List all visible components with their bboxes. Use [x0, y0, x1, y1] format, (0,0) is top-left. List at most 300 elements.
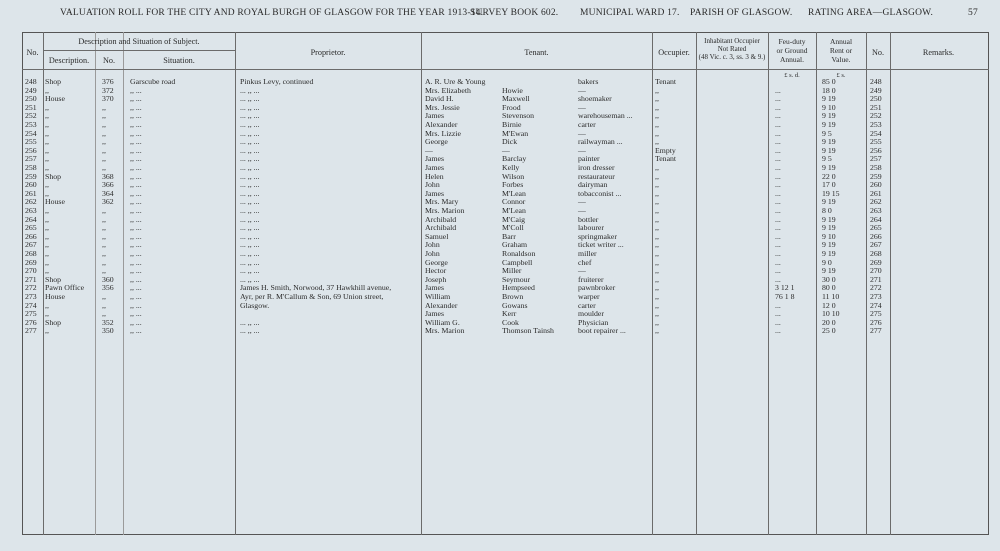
rating-area: RATING AREA—GLASGOW. [808, 8, 934, 18]
entry-tenant-first-name: James [425, 283, 445, 293]
entry-street-number: ,, [102, 128, 106, 138]
entry-situation: ,, ... [130, 180, 142, 190]
entry-street-number: ,, [102, 240, 106, 250]
entry-proprietor: ... ,, ... [240, 137, 260, 147]
entry-tenant-first-name: Samuel [425, 231, 449, 241]
entry-number-right: 277 [870, 326, 882, 336]
entry-street-number: ,, [102, 266, 106, 276]
entry-occupier: ,, [655, 214, 659, 224]
entry-occupier: ,, [655, 274, 659, 284]
entry-tenant-occupation: carter [578, 120, 596, 129]
entry-occupier: ,, [655, 283, 659, 293]
entry-proprietor: ... ,, ... [240, 266, 260, 276]
entry-description: Shop [45, 317, 62, 327]
table-row [0, 121, 1000, 130]
entry-number: 275 [25, 309, 37, 319]
entry-tenant-first-name: Archibald [425, 214, 457, 224]
entry-feu-duty: ... [775, 85, 781, 95]
table-row [0, 267, 1000, 276]
entry-tenant-surname: M'Lean [502, 188, 526, 198]
entry-occupier: ,, [655, 206, 659, 215]
entry-occupier: ,, [655, 223, 659, 233]
entry-proprietor: ... ,, ... [240, 231, 260, 241]
header-subrule [43, 50, 235, 51]
entry-tenant-first-name: Mrs. Jessie [425, 102, 460, 112]
entry-number-right: 255 [870, 137, 882, 147]
entry-tenant-surname: Hempseed [502, 283, 535, 293]
entry-number-right: 248 [870, 77, 882, 86]
entry-annual-rent: 9 19 [822, 137, 836, 147]
table-row [0, 181, 1000, 190]
entry-number: 268 [25, 249, 37, 258]
entry-street-number: ,, [102, 206, 106, 215]
entry-number: 252 [25, 111, 37, 121]
table-row [0, 216, 1000, 225]
entry-tenant-first-name: Joseph [425, 274, 447, 284]
entry-street-number: ,, [102, 163, 106, 172]
entry-description: ,, [45, 180, 49, 190]
entry-proprietor: ... ,, ... [240, 94, 260, 104]
table-row [0, 293, 1000, 302]
entry-number: 272 [25, 283, 37, 293]
entry-street-number: 370 [102, 94, 114, 104]
header-bottom-rule [22, 69, 989, 70]
entry-description: House [45, 94, 65, 104]
entry-number-right: 260 [870, 180, 882, 190]
entry-description: Shop [45, 77, 62, 86]
entry-tenant-occupation: bakers [578, 77, 599, 86]
table-row [0, 241, 1000, 250]
entry-occupier: ,, [655, 257, 659, 267]
table-row [0, 95, 1000, 104]
entry-description: Shop [45, 171, 62, 181]
entry-occupier: ,, [655, 171, 659, 181]
col-header-proprietor: Proprietor. [310, 48, 346, 57]
table-row [0, 104, 1000, 113]
entry-occupier: ,, [655, 180, 659, 190]
col-header-annual-rent: Annual Rent or Value. [829, 37, 853, 64]
entry-annual-rent: 12 0 [822, 300, 836, 310]
table-row [0, 147, 1000, 156]
entry-street-number: ,, [102, 214, 106, 224]
entry-annual-rent: 9 19 [822, 111, 836, 121]
col-header-no: No. [26, 48, 39, 57]
entry-feu-duty: 76 1 8 [775, 292, 795, 301]
entry-feu-duty: 3 12 1 [775, 283, 795, 293]
roll-title: VALUATION ROLL FOR THE CITY AND ROYAL BURGH OF GLASGOW FOR THE YEAR 1913-14. [60, 8, 484, 18]
entry-annual-rent: 18 0 [822, 85, 836, 95]
entry-description: House [45, 197, 65, 207]
entry-tenant-first-name: James [425, 163, 445, 172]
entry-tenant-surname: Forbes [502, 180, 524, 190]
entry-occupier: ,, [655, 188, 659, 198]
entry-situation: ,, ... [130, 309, 142, 319]
entry-annual-rent: 25 0 [822, 326, 836, 336]
table-row [0, 327, 1000, 336]
entry-number: 249 [25, 85, 37, 95]
entry-tenant-occupation: restaurateur [578, 171, 615, 181]
entry-description: ,, [45, 145, 49, 155]
entry-number-right: 249 [870, 85, 882, 95]
entry-situation: ,, ... [130, 120, 142, 129]
entry-occupier: ,, [655, 137, 659, 147]
entry-situation: ,, ... [130, 85, 142, 95]
entry-feu-duty: ... [775, 128, 781, 138]
entry-proprietor: Ayr, per R. M'Callum & Son, 69 Union street, [240, 292, 384, 301]
entry-number: 274 [25, 300, 37, 310]
entry-tenant-occupation: shoemaker [578, 94, 612, 104]
entry-tenant-occupation: chef [578, 257, 592, 267]
entry-feu-duty: ... [775, 206, 781, 215]
entry-proprietor: ... ,, ... [240, 171, 260, 181]
table-row [0, 78, 1000, 87]
entry-situation: ,, ... [130, 326, 142, 336]
entry-description: ,, [45, 300, 49, 310]
entry-tenant-occupation: bottler [578, 214, 599, 224]
entry-description: ,, [45, 120, 49, 129]
entry-number: 250 [25, 94, 37, 104]
entry-number-right: 272 [870, 283, 882, 293]
table-row [0, 276, 1000, 285]
entry-number: 267 [25, 240, 37, 250]
feu-units: £ s. d. [784, 72, 800, 79]
entry-proprietor: ... ,, ... [240, 317, 260, 327]
entry-tenant-occupation: dairyman [578, 180, 608, 190]
entry-situation: ,, ... [130, 111, 142, 121]
entry-number-right: 259 [870, 171, 882, 181]
entry-tenant-surname: — [502, 145, 510, 155]
entry-proprietor: ... ,, ... [240, 206, 260, 215]
entry-proprietor: James H. Smith, Norwood, 37 Hawkhill avenue, [240, 283, 392, 293]
entry-number: 271 [25, 274, 37, 284]
entry-annual-rent: 9 19 [822, 249, 836, 258]
entry-proprietor: ... ,, ... [240, 274, 260, 284]
entry-number: 264 [25, 214, 37, 224]
entry-annual-rent: 85 0 [822, 77, 836, 86]
entry-tenant-surname: Seymour [502, 274, 531, 284]
entry-feu-duty: ... [775, 274, 781, 284]
entry-annual-rent: 17 0 [822, 180, 836, 190]
entry-tenant-surname: Barr [502, 231, 516, 241]
col-header-number: No. [102, 56, 116, 65]
entry-street-number: 362 [102, 197, 114, 207]
entry-situation: ,, ... [130, 154, 142, 164]
entry-street-number: ,, [102, 120, 106, 129]
entry-annual-rent: 22 0 [822, 171, 836, 181]
entry-tenant-occupation: miller [578, 249, 597, 258]
entry-number: 253 [25, 120, 37, 129]
entry-annual-rent: 11 10 [822, 292, 840, 301]
entry-number-right: 268 [870, 249, 882, 258]
entry-number-right: 274 [870, 300, 882, 310]
entry-description: Pawn Office [45, 283, 85, 293]
entry-number-right: 252 [870, 111, 882, 121]
entry-tenant-surname: Stevenson [502, 111, 535, 121]
entry-situation: ,, ... [130, 223, 142, 233]
entry-annual-rent: 9 10 [822, 231, 836, 241]
entry-feu-duty: ... [775, 180, 781, 190]
entry-feu-duty: ... [775, 137, 781, 147]
entry-street-number: ,, [102, 102, 106, 112]
entry-tenant-surname: Connor [502, 197, 526, 207]
entry-feu-duty: ... [775, 188, 781, 198]
entry-occupier: Empty [655, 145, 676, 155]
entry-tenant-occupation: — [578, 128, 586, 138]
entry-description: ,, [45, 231, 49, 241]
entry-number-right: 258 [870, 163, 882, 172]
entry-description: ,, [45, 249, 49, 258]
entry-number: 258 [25, 163, 37, 172]
entry-description: ,, [45, 85, 49, 95]
entry-situation: ,, ... [130, 266, 142, 276]
entry-tenant-first-name: James [425, 111, 445, 121]
entry-number: 257 [25, 154, 37, 164]
entry-number-right: 263 [870, 206, 882, 215]
entry-tenant-first-name: Mrs. Marion [425, 326, 465, 336]
entry-tenant-occupation: tobacconist ... [578, 188, 622, 198]
entry-tenant-occupation: — [578, 206, 586, 215]
entry-tenant-occupation: pawnbroker [578, 283, 616, 293]
entry-feu-duty: ... [775, 171, 781, 181]
entry-situation: ,, ... [130, 197, 142, 207]
entry-description: ,, [45, 206, 49, 215]
entry-street-number: ,, [102, 249, 106, 258]
entry-number-right: 250 [870, 94, 882, 104]
entry-situation: ,, ... [130, 240, 142, 250]
entry-tenant-occupation: fruiterer [578, 274, 604, 284]
entry-tenant-surname: Cook [502, 317, 519, 327]
entry-tenant-first-name: George [425, 257, 448, 267]
entry-feu-duty: ... [775, 309, 781, 319]
entry-situation: ,, ... [130, 317, 142, 327]
entry-annual-rent: 9 19 [822, 266, 836, 276]
entry-tenant-surname: M'Coll [502, 223, 524, 233]
entry-street-number: ,, [102, 300, 106, 310]
entry-situation: ,, ... [130, 249, 142, 258]
table-row [0, 310, 1000, 319]
entry-annual-rent: 9 19 [822, 240, 836, 250]
entry-number: 270 [25, 266, 37, 276]
entry-annual-rent: 9 5 [822, 154, 832, 164]
entry-annual-rent: 30 0 [822, 274, 836, 284]
entry-street-number: ,, [102, 137, 106, 147]
entry-annual-rent: 10 10 [822, 309, 840, 319]
entry-tenant-surname: Miller [502, 266, 522, 276]
entry-number: 256 [25, 145, 37, 155]
col-header-situation: Situation. [163, 56, 195, 65]
page-number: 57 [968, 8, 978, 18]
entry-tenant-first-name: John [425, 240, 440, 250]
entry-number-right: 256 [870, 145, 882, 155]
entry-number: 269 [25, 257, 37, 267]
entry-feu-duty: ... [775, 120, 781, 129]
entry-tenant-occupation: railwayman ... [578, 137, 623, 147]
entry-tenant-occupation: painter [578, 154, 600, 164]
entry-street-number: 372 [102, 85, 114, 95]
entry-situation: ,, ... [130, 102, 142, 112]
entry-tenant-first-name: Hector [425, 266, 447, 276]
entry-number-right: 261 [870, 188, 882, 198]
entry-number-right: 271 [870, 274, 882, 284]
entry-proprietor: ... ,, ... [240, 102, 260, 112]
entry-proprietor: Glasgow. [240, 300, 270, 310]
entry-tenant-occupation: — [578, 85, 586, 95]
entry-occupier: ,, [655, 197, 659, 207]
col-header-inhabitant: Inhabitant Occupier Not Rated (48 Vic. c. 3, ss. 3 & 9.) [698, 37, 766, 61]
entry-description: ,, [45, 188, 49, 198]
entry-feu-duty: ... [775, 231, 781, 241]
entry-description: ,, [45, 223, 49, 233]
entry-tenant-occupation: — [578, 145, 586, 155]
entry-feu-duty: ... [775, 145, 781, 155]
entry-number-right: 257 [870, 154, 882, 164]
entry-tenant-occupation: — [578, 197, 586, 207]
entry-tenant-surname: M'Ewan [502, 128, 529, 138]
entry-annual-rent: 9 10 [822, 102, 836, 112]
entry-tenant-occupation: — [578, 102, 586, 112]
entry-tenant-first-name: George [425, 137, 448, 147]
entry-feu-duty: ... [775, 163, 781, 172]
entry-annual-rent: 9 19 [822, 223, 836, 233]
entry-tenant-first-name: David H. [425, 94, 454, 104]
entry-feu-duty: ... [775, 317, 781, 327]
entry-occupier: ,, [655, 317, 659, 327]
entry-street-number: 368 [102, 171, 114, 181]
entry-occupier: Tenant [655, 77, 677, 86]
entry-occupier: ,, [655, 240, 659, 250]
entry-number: 251 [25, 102, 37, 112]
entry-street-number: 360 [102, 274, 114, 284]
entry-annual-rent: 8 0 [822, 206, 832, 215]
entry-occupier: ,, [655, 128, 659, 138]
entry-tenant-occupation: Physician [578, 317, 609, 327]
entry-tenant-occupation: ticket writer ... [578, 240, 624, 250]
entry-tenant-occupation: labourer [578, 223, 604, 233]
entry-feu-duty: ... [775, 249, 781, 258]
entry-occupier: ,, [655, 111, 659, 121]
entry-tenant-first-name: Alexander [425, 120, 458, 129]
entry-annual-rent: 9 0 [822, 257, 832, 267]
col-header-desc-group: Description and Situation of Subject. [78, 37, 200, 46]
entry-occupier: ,, [655, 249, 659, 258]
table-row [0, 130, 1000, 139]
entry-description: Shop [45, 274, 62, 284]
entry-occupier: Tenant [655, 154, 677, 164]
table-row [0, 302, 1000, 311]
entry-annual-rent: 9 19 [822, 163, 836, 172]
entry-tenant-surname: Thomson Tainsh [502, 326, 554, 336]
table-row [0, 198, 1000, 207]
entry-tenant-first-name: Mrs. Lizzie [425, 128, 461, 138]
entry-number: 254 [25, 128, 37, 138]
entry-street-number: ,, [102, 145, 106, 155]
entry-tenant-surname: M'Caig [502, 214, 526, 224]
entry-number-right: 276 [870, 317, 882, 327]
entry-proprietor: ... ,, ... [240, 223, 260, 233]
entry-tenant-surname: Frood [502, 102, 521, 112]
col-header-no-right: No. [871, 48, 885, 57]
entry-proprietor: ... ,, ... [240, 240, 260, 250]
entry-proprietor: ... ,, ... [240, 163, 260, 172]
entry-number: 259 [25, 171, 37, 181]
entry-street-number: ,, [102, 231, 106, 241]
entry-tenant-occupation: springmaker [578, 231, 617, 241]
entry-street-number: ,, [102, 223, 106, 233]
entry-tenant-first-name: Mrs. Elizabeth [425, 85, 471, 95]
entry-number-right: 253 [870, 120, 882, 129]
entry-situation: ,, ... [130, 188, 142, 198]
entry-occupier: ,, [655, 85, 659, 95]
entry-street-number: 350 [102, 326, 114, 336]
entry-street-number: ,, [102, 111, 106, 121]
entry-proprietor: ... ,, ... [240, 128, 260, 138]
entry-annual-rent: 19 15 [822, 188, 840, 198]
entry-number-right: 269 [870, 257, 882, 267]
entry-proprietor: ... ,, ... [240, 154, 260, 164]
entry-feu-duty: ... [775, 197, 781, 207]
table-row [0, 259, 1000, 268]
entry-situation: ,, ... [130, 257, 142, 267]
entry-proprietor: ... ,, ... [240, 326, 260, 336]
entry-proprietor: ... ,, ... [240, 214, 260, 224]
entry-number-right: 266 [870, 231, 882, 241]
entry-tenant-occupation: iron dresser [578, 163, 615, 172]
entry-number-right: 254 [870, 128, 882, 138]
entry-situation: ,, ... [130, 231, 142, 241]
entry-number: 277 [25, 326, 37, 336]
entry-tenant-occupation: — [578, 266, 586, 276]
entry-situation: ,, ... [130, 274, 142, 284]
table-row [0, 207, 1000, 216]
entry-street-number: 356 [102, 283, 114, 293]
entry-proprietor: ... ,, ... [240, 145, 260, 155]
entry-description: House [45, 292, 65, 301]
entry-tenant-surname: Graham [502, 240, 528, 250]
entry-feu-duty: ... [775, 154, 781, 164]
parish: PARISH OF GLASGOW. [690, 8, 793, 18]
entry-situation: ,, ... [130, 300, 142, 310]
entry-description: ,, [45, 309, 49, 319]
entry-tenant-surname: M'Lean [502, 206, 526, 215]
entry-feu-duty: ... [775, 240, 781, 250]
entry-number-right: 264 [870, 214, 882, 224]
entry-annual-rent: 9 19 [822, 214, 836, 224]
entry-tenant-first-name: Mrs. Mary [425, 197, 459, 207]
entry-situation: ,, ... [130, 163, 142, 172]
rent-units: £ s. [836, 72, 846, 79]
entry-occupier: ,, [655, 326, 659, 336]
entry-situation: ,, ... [130, 214, 142, 224]
table-row [0, 155, 1000, 164]
entry-street-number: ,, [102, 257, 106, 267]
entry-description: ,, [45, 111, 49, 121]
entry-number: 265 [25, 223, 37, 233]
entry-feu-duty: ... [775, 266, 781, 276]
entry-street-number: ,, [102, 292, 106, 301]
entry-street-number: ,, [102, 309, 106, 319]
entry-tenant-surname: Brown [502, 292, 524, 301]
entry-feu-duty: ... [775, 223, 781, 233]
entry-tenant-occupation: warehouseman ... [578, 111, 633, 121]
entry-tenant-surname: Howie [502, 85, 523, 95]
entry-street-number: 376 [102, 77, 114, 86]
entry-number-right: 251 [870, 102, 882, 112]
entry-tenant-first-name: Mrs. Marion [425, 206, 465, 215]
entry-annual-rent: 9 19 [822, 120, 836, 129]
entry-tenant-surname: Kerr [502, 309, 517, 319]
table-row [0, 284, 1000, 293]
table-row [0, 164, 1000, 173]
